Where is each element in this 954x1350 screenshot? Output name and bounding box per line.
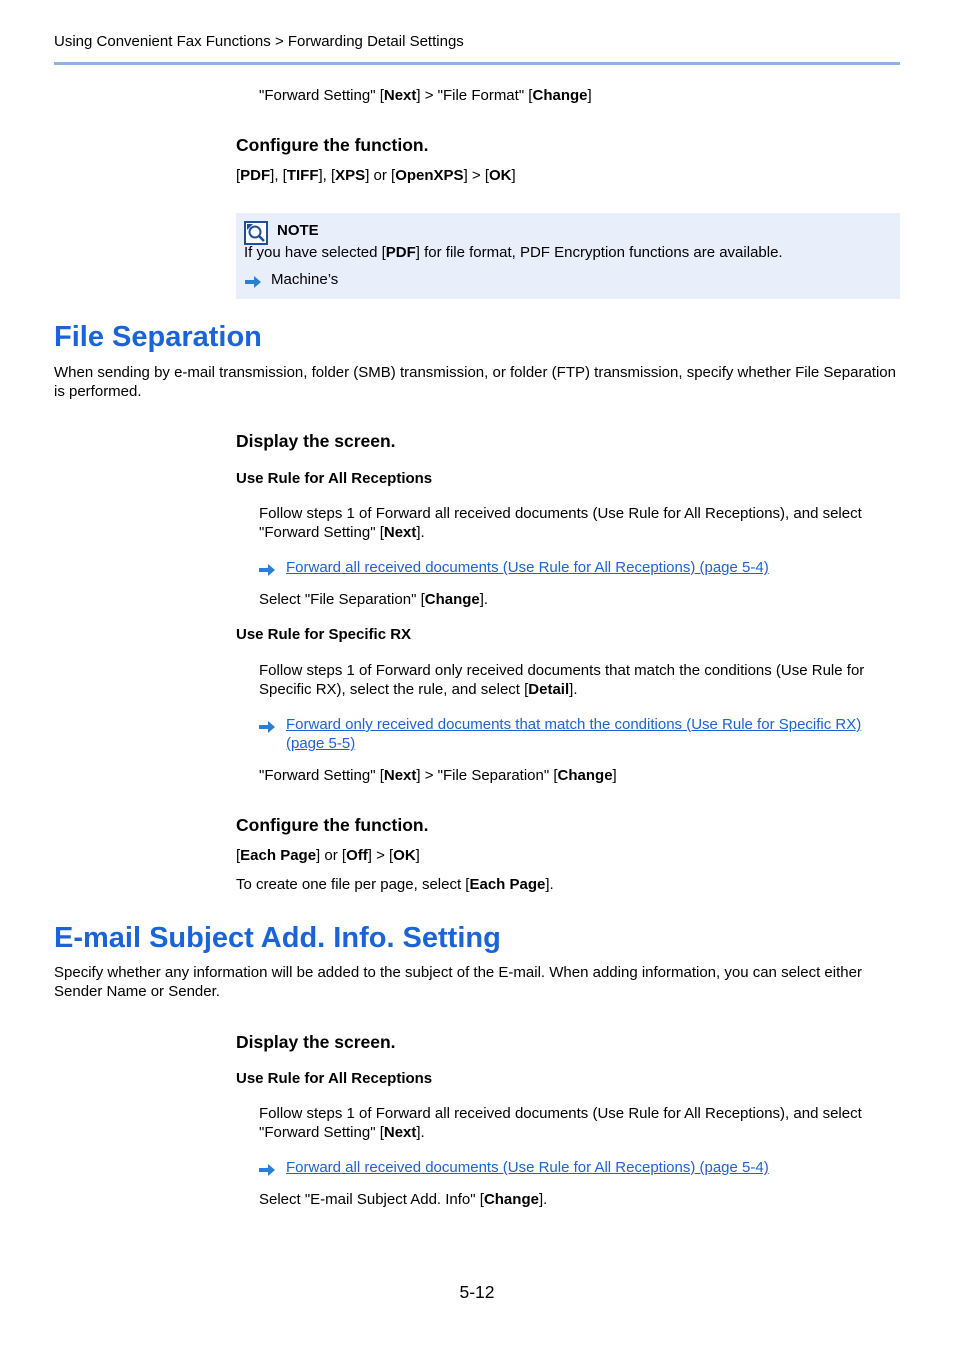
note-bullet-text: Machine’s [271,271,339,288]
note-text: If you have selected [PDF] for file format, PDF Encryption functions are available. [244,244,783,261]
follow-steps-specific: Follow steps 1 of Forward only received documents that match the conditions (Use Rule for Specific RX), select the rule, and select [Detail]. [259,662,865,698]
note-magnifier-icon [244,221,268,245]
follow-steps-all: Follow steps 1 of Forward all received documents (Use Rule for All Receptions), and select "Forward Setting" [Next]. [259,505,862,541]
link-forward-all-received-2[interactable]: Forward all received documents (Use Rule for All Receptions) (page 5-4) [286,1159,769,1176]
note-label: NOTE [277,222,319,239]
blue-arrow-icon [259,564,275,576]
separation-options-line: [Each Page] or [Off] > [OK] [236,847,420,864]
subtitle-all-receptions-2: Use Rule for All Receptions [236,1070,433,1087]
blue-arrow-icon [259,1164,275,1176]
select-email-subject: Select "E-mail Subject Add. Info" [Change]. [259,1191,548,1208]
subtitle-specific-rx: Use Rule for Specific RX [236,626,412,643]
breadcrumb: Using Convenient Fax Functions > Forwarding Detail Settings [54,33,464,50]
link-forward-all-received[interactable]: Forward all received documents (Use Rule for All Receptions) (page 5-4) [286,559,769,576]
subtitle-all-receptions: Use Rule for All Receptions [236,470,433,487]
section-title-file-separation: File Separation [54,321,262,353]
select-file-separation: Select "File Separation" [Change]. [259,591,489,608]
step-title-display: Display the screen. [236,431,396,451]
header-rule [54,62,900,65]
path-line-file-separation: "Forward Setting" [Next] > "File Separation" [Change] [259,767,617,784]
blue-arrow-icon [245,276,261,288]
path-line-file-format: "Forward Setting" [Next] > "File Format" [Change] [259,87,592,104]
follow-steps-all-2: Follow steps 1 of Forward all received documents (Use Rule for All Receptions), and select "Forward Setting" [Next]. [259,1105,862,1141]
step-title-configure-2: Configure the function. [236,815,429,835]
format-options-line: [PDF], [TIFF], [XPS] or [OpenXPS] > [OK] [236,167,516,184]
email-subject-intro: Specify whether any information will be added to the subject of the E-mail. When adding information, you can select either Sender Name or Sender. [54,964,862,1000]
create-file-per-page: To create one file per page, select [Each Page]. [236,876,554,893]
note-box [236,213,900,299]
step-title-configure: Configure the function. [236,135,429,155]
section-title-email-subject: E-mail Subject Add. Info. Setting [54,922,501,954]
link-forward-specific-line1[interactable]: Forward only received documents that match the conditions (Use Rule for Specific RX) [286,716,862,733]
link-forward-specific-block [286,715,906,753]
page-number: 5-12 [459,1282,495,1302]
link-forward-specific-line2[interactable]: (page 5-5) [286,735,356,752]
step-title-display-2: Display the screen. [236,1032,396,1052]
file-separation-intro: When sending by e-mail transmission, folder (SMB) transmission, or folder (FTP) transmission, specify whether File Separation is performed. [54,364,896,400]
blue-arrow-icon [259,721,275,733]
